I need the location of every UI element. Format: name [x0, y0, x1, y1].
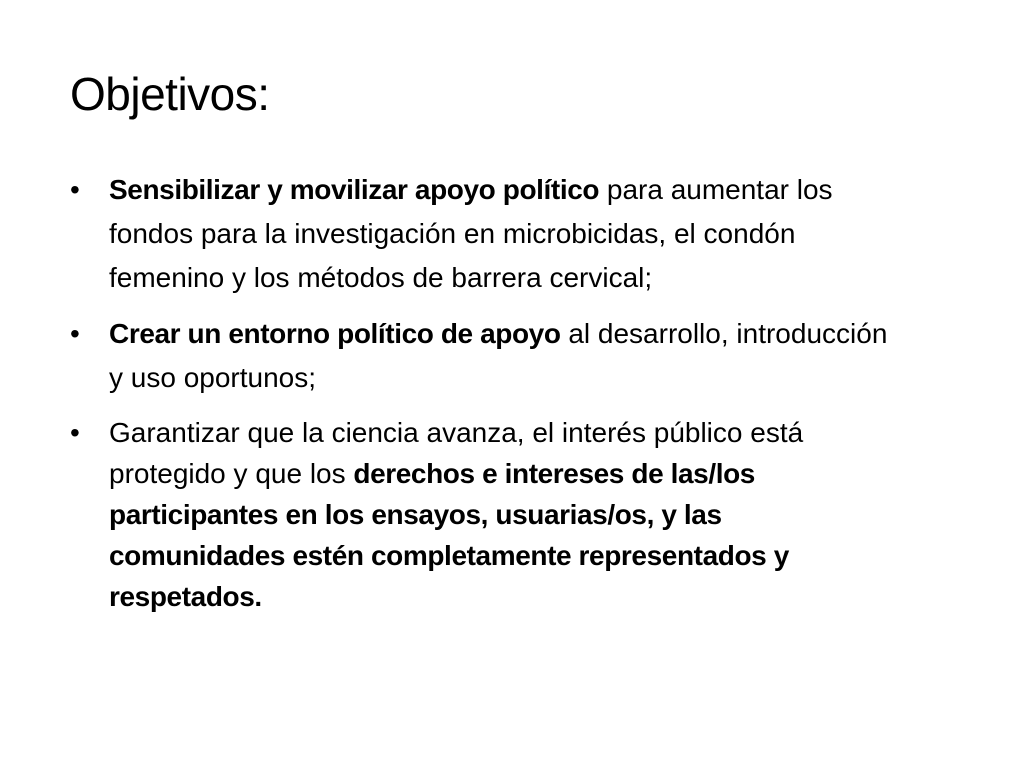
bullet-text: al desarrollo, introducción y uso oportunos; [109, 318, 888, 393]
bullet-bold-text: Crear un entorno político de apoyo [109, 318, 561, 349]
bullet-text: Garantizar que la ciencia avanza, el interés público está protegido y que los [109, 417, 804, 489]
list-item [70, 412, 900, 617]
slide-title: Objetivos: [70, 68, 270, 120]
bullet-icon: • [70, 417, 80, 448]
bullet-icon: • [70, 318, 80, 349]
bullet-text: para aumentar los fondos para la investigación en microbicidas, el condón femenino y los métodos de barrera cervical; [109, 174, 833, 293]
bullet-bold-text: derechos e intereses de las/los participantes en los ensayos, usuarias/os, y las comunidades estén completamente representados y respetados. [109, 458, 789, 612]
list-item [70, 168, 900, 300]
bullet-bold-text: Sensibilizar y movilizar apoyo político [109, 174, 600, 205]
bullet-list [70, 168, 900, 629]
bullet-icon: • [70, 174, 80, 205]
list-item [70, 312, 900, 400]
